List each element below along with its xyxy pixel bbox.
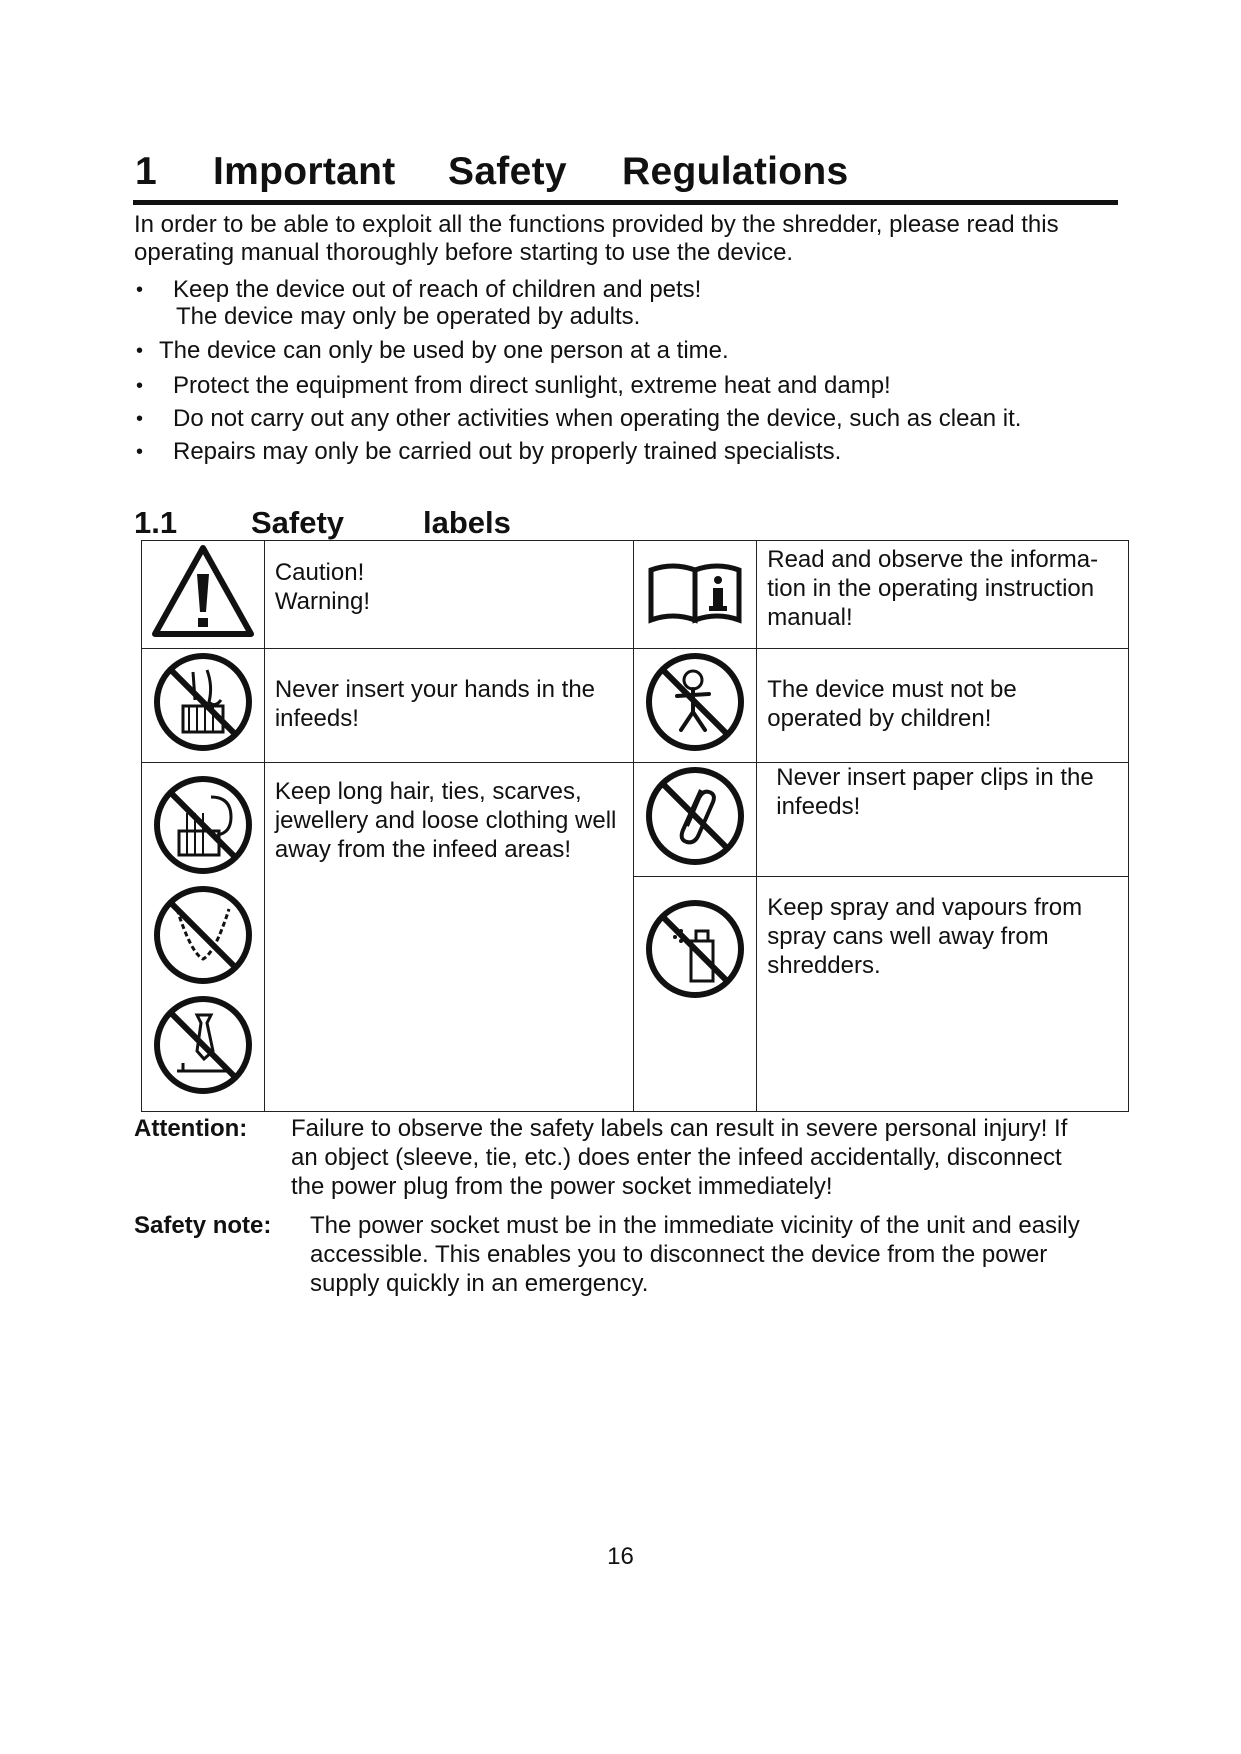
label-text-cell: [264, 763, 634, 1112]
icon-cell: [634, 763, 757, 877]
label-line: jewellery and loose clothing well: [274, 807, 617, 834]
label-line: Keep spray and vapours from: [767, 894, 1083, 921]
icon-cell: [142, 649, 265, 763]
section-heading: [133, 150, 1118, 205]
bullet-icon: •: [136, 340, 144, 362]
intro-line: operating manual thoroughly before starting to use the device.: [134, 239, 794, 266]
bullet-icon: •: [136, 279, 144, 301]
label-line: shredders.: [767, 952, 881, 979]
no-paper-clips-icon: [643, 764, 747, 868]
attention-line: Failure to observe the safety labels can result in severe personal injury! If: [291, 1115, 1068, 1142]
attention-text: [291, 1114, 1067, 1201]
attention-label: Attention:: [134, 1115, 248, 1142]
label-line: Never insert your hands in the: [274, 676, 596, 703]
safety-note-line: supply quickly in an emergency.: [310, 1270, 649, 1297]
bullet-icon: •: [136, 408, 144, 430]
label-text-cell: [757, 877, 1129, 1112]
bullet-text: Keep the device out of reach of children and pets!: [173, 276, 702, 303]
bullet-text: Protect the equipment from direct sunlight, extreme heat and damp!: [173, 372, 891, 399]
safety-labels-table: [141, 540, 1129, 1112]
intro-line: In order to be able to exploit all the functions provided by the shredder, please read this: [134, 211, 1059, 238]
label-text-cell: [757, 763, 1129, 877]
label-line: away from the infeed areas!: [274, 836, 571, 863]
label-line: manual!: [767, 604, 853, 631]
bullet-text: Repairs may only be carried out by properly trained specialists.: [173, 438, 842, 465]
label-text-cell: [264, 649, 634, 763]
warning-triangle-icon: [151, 542, 255, 640]
label-line: Read and observe the informa-: [767, 546, 1099, 573]
safety-note-text: [310, 1211, 1080, 1298]
label-line: infeeds!: [274, 705, 359, 732]
label-line: Warning!: [274, 588, 370, 615]
label-line: Caution!: [274, 559, 365, 586]
page-number: 16: [607, 1543, 634, 1570]
heading-word-important: Important: [213, 150, 396, 193]
no-long-hair-icon: [151, 773, 255, 877]
safety-note-label: Safety note:: [134, 1212, 272, 1239]
label-text-cell: [757, 649, 1129, 763]
table-row: [142, 763, 1129, 877]
label-text-cell: [264, 541, 634, 649]
icon-cell: [634, 649, 757, 763]
subsection-heading: [134, 505, 734, 541]
icon-cell: [634, 877, 757, 1112]
intro-paragraph: [134, 211, 1059, 267]
label-line: tion in the operating instruction: [767, 575, 1095, 602]
bullet-icon: •: [136, 441, 144, 463]
bullet-text: The device can only be used by one person at a time.: [159, 337, 729, 364]
label-line: operated by children!: [767, 705, 992, 732]
subheading-word-labels: labels: [423, 505, 511, 540]
no-spray-icon: [643, 897, 747, 1001]
label-line: Never insert paper clips in the: [776, 764, 1094, 791]
bullet-text: The device may only be operated by adults.: [176, 303, 641, 330]
subheading-word-safety: Safety: [251, 505, 345, 540]
read-manual-icon: [643, 542, 747, 638]
label-line: The device must not be: [767, 676, 1017, 703]
heading-word-safety: Safety: [448, 150, 567, 193]
table-row: [142, 649, 1129, 763]
safety-note-line: accessible. This enables you to disconnect the device from the power: [310, 1241, 1048, 1268]
icon-cell: [142, 541, 265, 649]
heading-word-regulations: Regulations: [622, 150, 849, 193]
label-line: Keep long hair, ties, scarves,: [274, 778, 582, 805]
subheading-number: 1.1: [134, 505, 178, 540]
heading-number: 1: [135, 150, 157, 193]
no-tie-icon: [151, 993, 255, 1097]
attention-line: an object (sleeve, tie, etc.) does enter the infeed accidentally, disconnect: [291, 1144, 1062, 1171]
no-hands-icon: [151, 650, 255, 754]
icon-cell: [142, 763, 265, 1112]
bullet-text: Do not carry out any other activities when operating the device, such as clean it.: [173, 405, 1022, 432]
no-children-icon: [643, 650, 747, 754]
label-line: infeeds!: [776, 793, 861, 820]
label-text-cell: [757, 541, 1129, 649]
attention-line: the power plug from the power socket immediately!: [291, 1173, 833, 1200]
table-row: [142, 541, 1129, 649]
label-line: spray cans well away from: [767, 923, 1049, 950]
bullet-icon: •: [136, 375, 144, 397]
icon-cell: [634, 541, 757, 649]
no-jewellery-icon: [151, 883, 255, 987]
safety-note-line: The power socket must be in the immediate vicinity of the unit and easily: [310, 1212, 1080, 1239]
